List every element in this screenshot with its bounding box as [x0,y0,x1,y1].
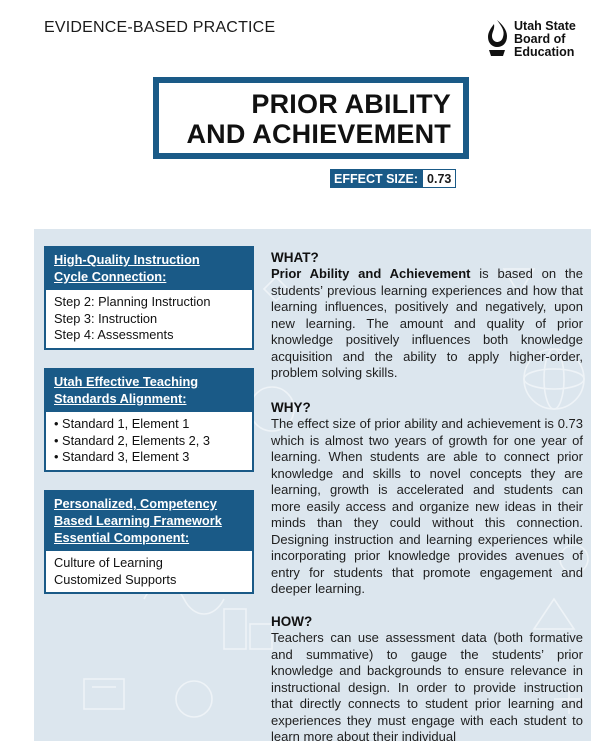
why-paragraph: The effect size of prior ability and achievement is 0.73 which is almost two years of growth for one year of learning. When students are able to connect prior knowledge and skills to novel concepts they are learning, growth is accelerated and students can more easily access and organize new ideas in their minds than they could without this connection. Designing instruction and learning experiences while incorporating prior knowledge provides avenues of entry for students that promote engagement and deeper learning. [271,416,583,596]
heading-line: Personalized, Competency [54,496,217,511]
what-paragraph [271,266,583,382]
instruction-cycle-heading [46,248,252,290]
heading-line: Based Learning Framework [54,513,222,528]
teaching-standards-heading [46,370,252,412]
teaching-standards-list [46,412,252,470]
learning-framework-list [46,551,252,592]
heading-line: Standards Alignment: [54,391,187,406]
instruction-cycle-list [46,290,252,348]
what-lead: Prior Ability and Achievement [271,266,471,281]
learning-framework-heading [46,492,252,551]
how-paragraph: Teachers can use assessment data (both formative and summative) to gauge the students’ prior knowledge and backgrounds to ensure relevance in instructional design. In order to provide instruction that directly connects to student prior learning and experiences they must engage with each student to learn more about their individual [271,630,583,744]
logo-text: Utah State Board of Education [514,19,576,59]
why-section [271,399,583,598]
list-item: • Standard 1, Element 1 [54,416,190,431]
learning-framework-card [44,490,254,594]
how-section [271,613,583,746]
list-item: Step 2: Planning Instruction [54,294,211,309]
list-item: Customized Supports [54,571,177,587]
effect-size-label: EFFECT SIZE: [330,169,422,188]
heading-line: Utah Effective Teaching [54,374,199,389]
what-body: is based on the students’ previous learning experiences and how that learning influences, positively and negatively, upon new learning. The amount and quality of prior knowledge positively influences both knowledge acquisition and the ability to apply higher-order, problem solving skills. [271,266,583,380]
list-item: Step 4: Assessments [54,327,174,343]
section-label: EVIDENCE-BASED PRACTICE [44,19,276,36]
flame-icon [482,18,512,58]
page-title-line-1: PRIOR ABILITY [251,89,451,119]
heading-line: High-Quality Instruction [54,252,200,267]
effect-size-badge [330,169,456,188]
list-item: • Standard 3, Element 3 [54,449,190,465]
what-section [271,249,583,382]
why-heading: WHY? [271,400,311,415]
instruction-cycle-card [44,246,254,350]
list-item: Step 3: Instruction [54,310,158,326]
list-item: • Standard 2, Elements 2, 3 [54,432,210,448]
how-heading: HOW? [271,614,313,629]
what-heading: WHAT? [271,250,319,265]
effect-size-value: 0.73 [422,169,456,188]
page-title-line-2: AND ACHIEVEMENT [186,119,451,149]
heading-line: Cycle Connection: [54,269,167,284]
heading-line: Essential Component: [54,530,190,545]
usbe-logo [482,18,582,64]
teaching-standards-card [44,368,254,472]
list-item: Culture of Learning [54,555,163,570]
title-banner [153,77,469,159]
